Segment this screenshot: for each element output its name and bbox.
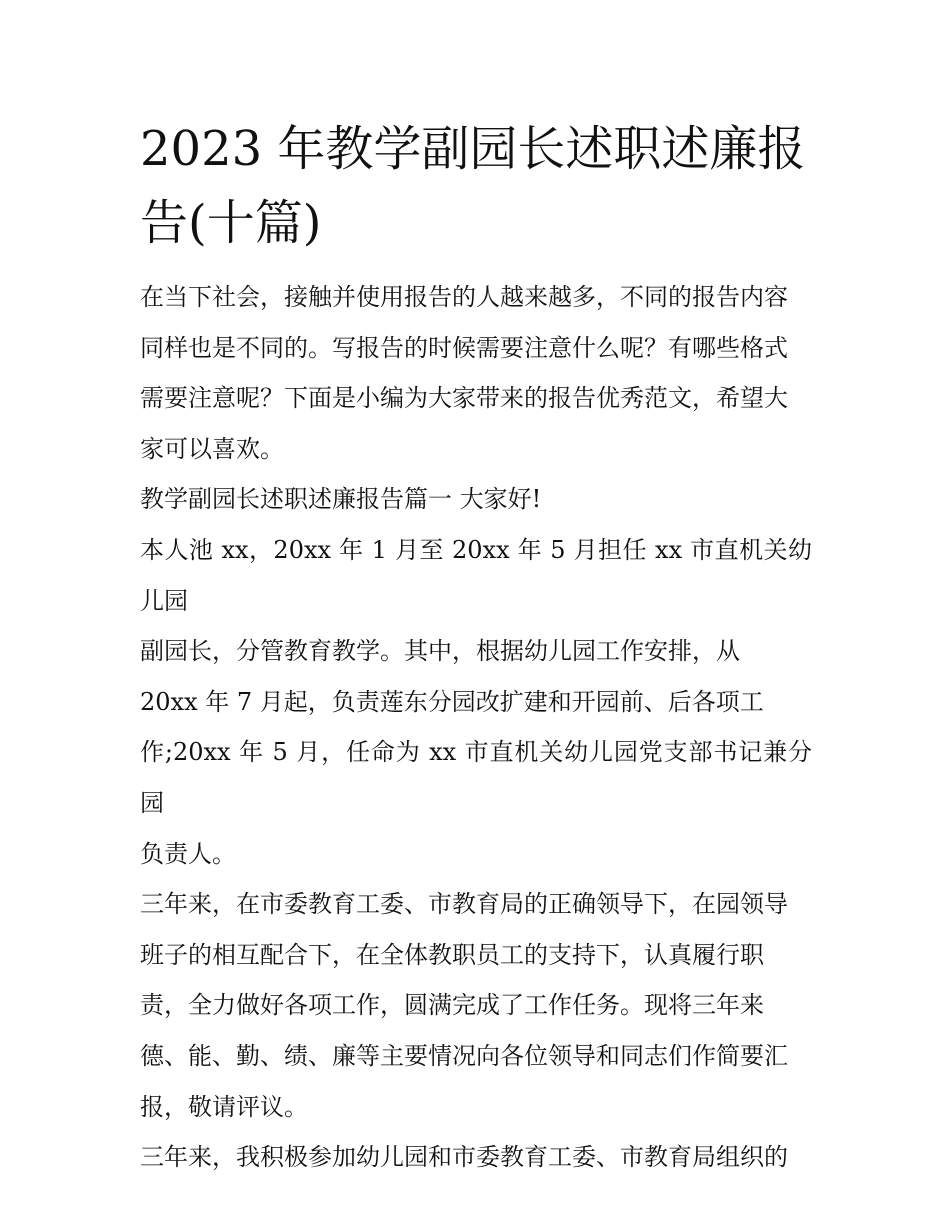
title-line-2: 告(十篇) [140, 195, 322, 251]
text-line: 20xx 年 7 月起，负责莲东分园改扩建和开园前、后各项工 [140, 687, 764, 716]
text-line: 在当下社会，接触并使用报告的人越来越多，不同的报告内容 [140, 283, 788, 311]
text-line: 三年来，我积极参加幼儿园和市委教育工委、市教育局组织的 [140, 1143, 788, 1172]
document-title [140, 112, 812, 260]
summary-paragraph [140, 879, 812, 1132]
continuation-paragraph [140, 1132, 812, 1183]
text-line: 需要注意呢？下面是小编为大家带来的报告优秀范文，希望大 [140, 384, 788, 413]
text-line: 三年来，在市委教育工委、市教育局的正确领导下，在园领导 [140, 890, 788, 919]
text-line: 家可以喜欢。 [140, 434, 284, 463]
text-line: 教学副园长述职述廉报告篇一 大家好! [140, 485, 542, 514]
text-line: 作;20xx 年 5 月，任命为 xx 市直机关幼儿园党支部书记兼分园 [140, 738, 812, 817]
text-line: 副园长，分管教育教学。其中，根据幼儿园工作安排，从 [140, 637, 740, 666]
document-content [140, 112, 812, 1183]
intro-paragraph [140, 272, 812, 474]
text-line: 本人池 xx，20xx 年 1 月至 20xx 年 5 月担任 xx 市直机关幼儿园 [140, 535, 812, 615]
text-line: 班子的相互配合下，在全体教职员工的支持下，认真履行职 [140, 940, 764, 969]
text-line: 负责人。 [140, 839, 236, 868]
text-line: 报，敬请评议。 [140, 1092, 308, 1121]
section-heading-paragraph [140, 474, 812, 525]
title-line-1: 2023 年教学副园长述职述廉报 [140, 121, 806, 177]
text-line: 同样也是不同的。写报告的时候需要注意什么呢？有哪些格式 [140, 333, 788, 362]
text-line: 德、能、勤、绩、廉等主要情况向各位领导和同志们作简要汇 [140, 1041, 788, 1070]
background-paragraph [140, 525, 812, 879]
text-line: 责，全力做好各项工作，圆满完成了工作任务。现将三年来 [140, 991, 764, 1020]
